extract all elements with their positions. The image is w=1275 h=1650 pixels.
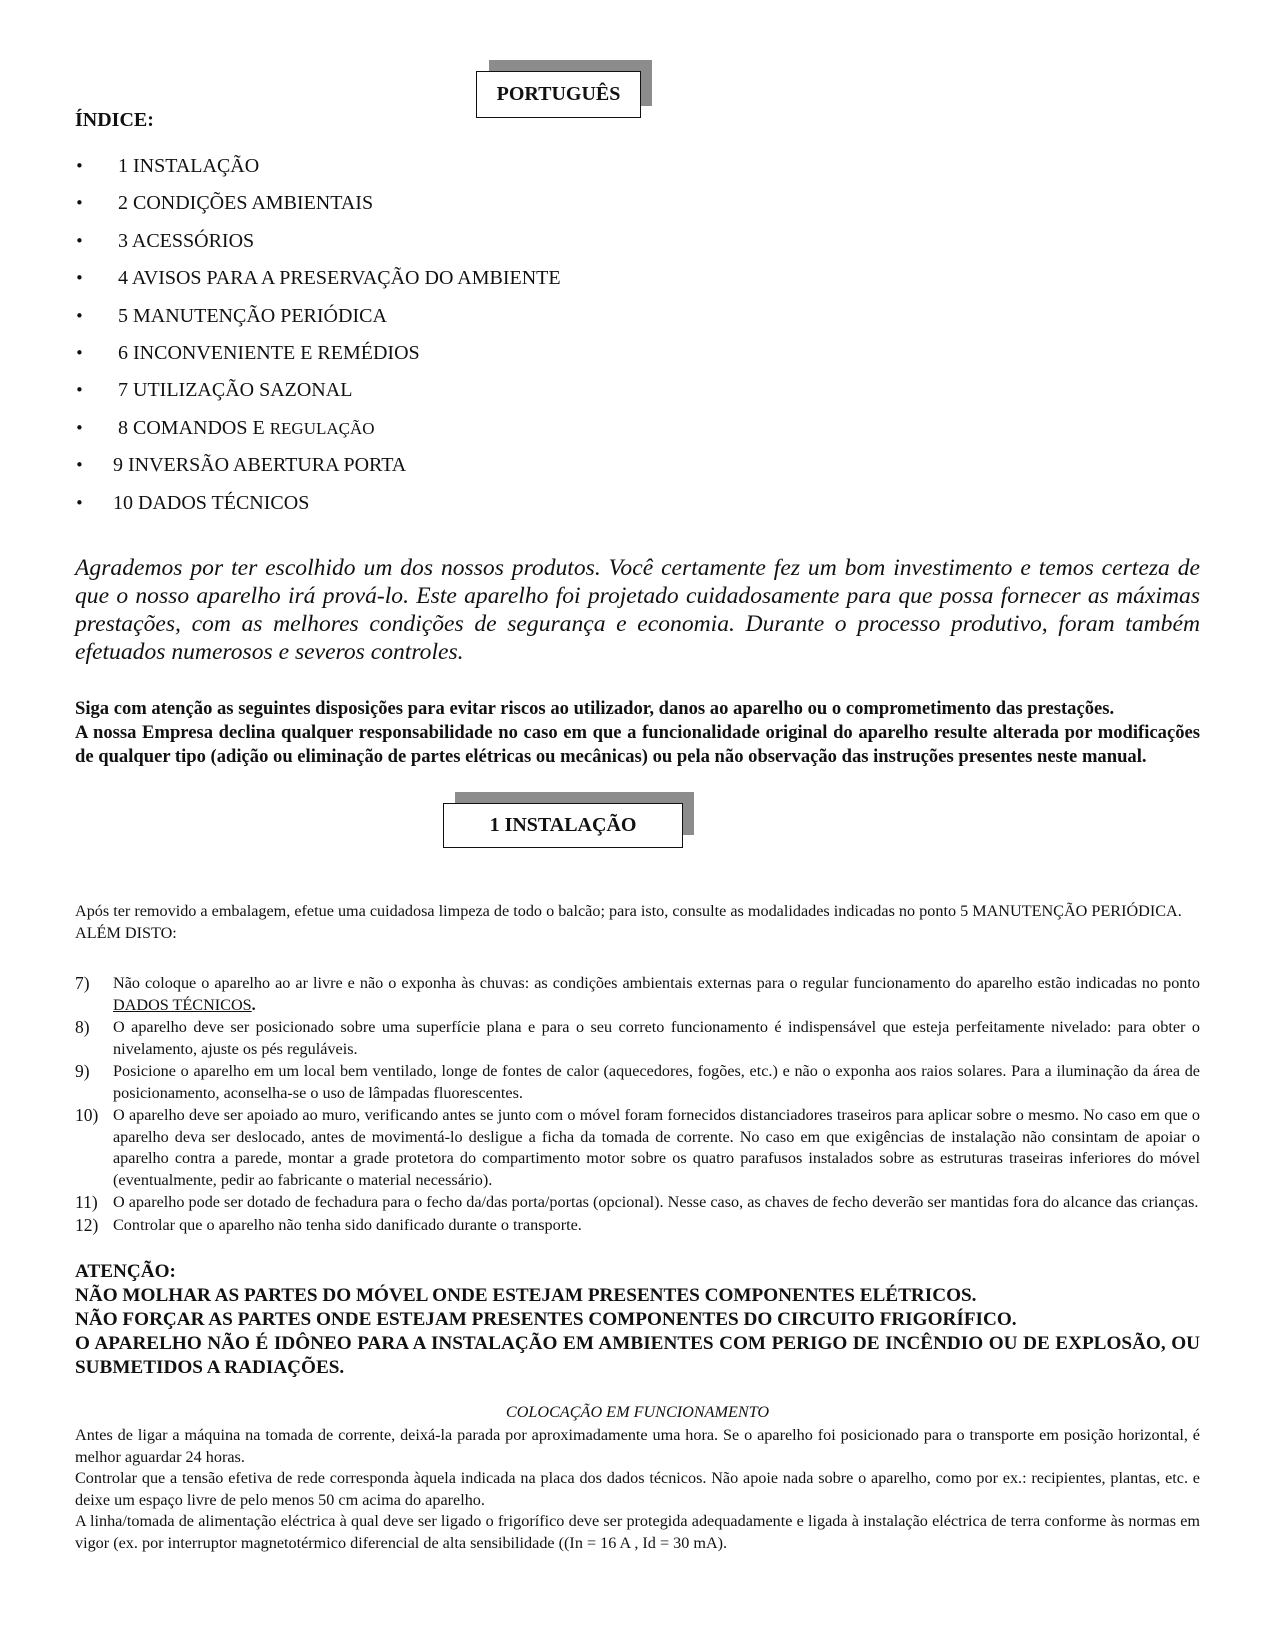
notice-paragraph: Siga com atenção as seguintes disposições para evitar riscos ao utilizador, danos ao aparelho ou o comprometimento das prestações.	[75, 698, 1115, 719]
also-label: ALÉM DISTO:	[75, 923, 177, 942]
startup-paragraph: Controlar que a tensão efetiva de rede corresponda àquela indicada na placa dos dados técnicos. Não apoie nada sobre o aparelho, como por ex.: recipientes, plantas, etc. e deixe um espaço livre de pelo menos 50 cm acima do aparelho.	[75, 1469, 1200, 1509]
warning-title: ATENÇÃO:	[75, 1261, 176, 1282]
manual-page: PORTUGUÊS ÍNDICE: • 1 INSTALAÇÃO • 2 CONDIÇÕES AMBIENTAIS • 3 ACESSÓRIOS • 4 AVISOS PARA A PRESERVAÇÃO DO AMBIENTE • 5 MANUTENÇÃO PERIÓDICA • 6 INCONVENIENTE E REMÉDIOS • 7 UTILIZAÇÃO SAZONAL • 8 COMANDOS E REGULAÇÃO • 9 INVERSÃO ABERTURA PORTA • 10 DADOS TÉCNICOS Agrademos por ter escolhido um dos nossos produtos. Você certamente fez um bom investimento e temos certeza de que o nosso aparelho irá prová-lo. Este aparelho foi projetado cuidadosamente para que possa fornecer as máximas prestações, com as melhores condições de segurança e economia. Durante o processo produtivo, foram também efetuados numerosos e severos controles. Siga com atenção as seguintes disposições para evitar riscos ao utilizador, danos ao aparelho ou o comprometimento das prestações. A nossa Empresa declina qualquer responsabilidade no caso em que a funcionalidade original do aparelho resulte alterada por modificações de qualquer tipo (adição ou eliminação de partes elétricas ou mecânicas) ou pela não observação das instruções presentes neste manual. 1 INSTALAÇÃO Após ter removido a embalagem, efetue uma cuidadosa limpeza de todo o balcão; para isto, consulte as modalidades indicadas no ponto 5 MANUTENÇÃO PERIÓDICA. ALÉM DISTO: 7) Não coloque o aparelho ao ar livre e não o exponha às chuvas: as condições ambientais externas para o regular funcionamento do aparelho estão indicadas no ponto DADOS TÉCNICOS. 8) O aparelho deve ser posicionado sobre uma superfície plana e para o seu correto funcionamento é indispensável que esteja perfeitamente nivelado: para obter o nivelamento, ajuste os pés reguláveis. 9) Posicione o aparelho em um local bem ventilado, longe de fontes de calor (aquecedores, fogões, etc.) e não o exponha aos raios solares. Para a iluminação da área de posicionamento, aconselha-se o uso de lâmpadas fluorescentes. 10) O aparelho deve ser apoiado ao muro, verificando antes se junto com o móvel foram fornecidos distanciadores traseiros para aplicar sobre o mesmo. No caso em que o aparelho deva ser deslocado, antes de movimentá-lo desligue a ficha da tomada de corrente. No caso em que exigências de instalação não consintam de apoiar o aparelho contra a parede, montar a grade protetora do compartimento motor sobre os quatro parafusos instalados sobre as estruturas traseiras inferiores do móvel (eventualmente, pedir ao fabricante o material necessário). 11) O aparelho pode ser dotado de fechadura para o fecho da/das porta/portas (opcional). Nesse caso, as chaves de fecho deverão ser mantidas fora do alcance das crianças. 12) Controlar que o aparelho não tenha sido danificado durante o transporte. ATENÇÃO: NÃO MOLHAR AS PARTES DO MÓVEL ONDE ESTEJAM PRESENTES COMPONENTES ELÉTRICOS. NÃO FORÇAR AS PARTES ONDE ESTEJAM PRESENTES COMPONENTES DO CIRCUITO FRIGORÍFICO. O APARELHO NÃO É IDÔNEO PARA A INSTALAÇÃO EM AMBIENTES COM PERIGO DE INCÊNDIO OU DE EXPLOSÃO, OU SUBMETIDOS A RADIAÇÕES. COLOCAÇÃO EM FUNCIONAMENTO Antes de ligar a máquina na tomada de corrente, deixá-la parada por aproximadamente uma hora. Se o aparelho foi posicionado para o transporte em posição horizontal, é melhor aguardar 24 horas. Controlar que a tensão efetiva de rede corresponda àquela indicada na placa dos dados técnicos. Não apoie nada sobre o aparelho, como por ex.: recipientes, plantas, etc. e deixe um espaço livre de pelo menos 50 cm acima do aparelho. A linha/tomada de alimentação eléctrica à qual deve ser ligado o frigorífico deve ser protegida adequadamente e ligada à instalação eléctrica de terra conforme às normas em vigor (ex. por interruptor magnetotérmico diferencial de alta sensibilidade ((In = 16 A , Id = 30 mA).	[0, 0, 1275, 1650]
bullet-icon: •	[75, 381, 84, 400]
item-number: 10)	[75, 1105, 99, 1125]
warning-line: NÃO FORÇAR AS PARTES ONDE ESTEJAM PRESENTES COMPONENTES DO CIRCUITO FRIGORÍFICO.	[75, 1309, 1017, 1330]
startup-paragraph: Antes de ligar a máquina na tomada de corrente, deixá-la parada por aproximadamente uma hora. Se o aparelho foi posicionado para o transporte em posição horizontal, é melhor aguardar 24 horas.	[75, 1426, 1200, 1466]
list-item: 10) O aparelho deve ser apoiado ao muro, verificando antes se junto com o móvel foram fornecidos distanciadores traseiros para aplicar sobre o mesmo. No caso em que o aparelho deva ser deslocado, antes de movimentá-lo desligue a ficha da tomada de corrente. No caso em que exigências de instalação não consintam de apoiar o aparelho contra a parede, montar a grade protetora do compartimento motor sobre os quatro parafusos instalados sobre as estruturas traseiras inferiores do móvel (eventualmente, pedir ao fabricante o material necessário).	[75, 1105, 1200, 1189]
list-item: 11) O aparelho pode ser dotado de fechadura para o fecho da/das porta/portas (opcional). Nesse caso, as chaves de fecho deverão ser mantidas fora do alcance das crianças.	[75, 1192, 1199, 1212]
bullet-icon: •	[75, 418, 84, 437]
item-number: 11)	[75, 1192, 98, 1212]
installation-list	[75, 973, 1200, 1237]
startup-text	[75, 1425, 1200, 1554]
section-title: 1 INSTALAÇÃO	[443, 803, 683, 848]
bullet-icon: •	[75, 231, 84, 250]
installation-intro	[75, 901, 1200, 944]
bullet-icon: •	[75, 194, 84, 213]
index-heading: ÍNDICE:	[75, 109, 154, 131]
intro-paragraph: Agrademos por ter escolhido um dos nossos produtos. Você certamente fez um bom investimento e temos certeza de que o nosso aparelho irá prová-lo. Este aparelho foi projetado cuidadosamente para que possa fornecer as máximas prestações, com as melhores condições de segurança e economia. Durante o processo produtivo, foram também efetuados numerosos e severos controles.	[75, 555, 1200, 665]
item-number: 12)	[75, 1214, 99, 1235]
bullet-icon: •	[75, 493, 84, 512]
startup-heading: COLOCAÇÃO EM FUNCIONAMENTO	[505, 1403, 770, 1421]
bullet-icon: •	[75, 306, 84, 325]
warning-line: NÃO MOLHAR AS PARTES DO MÓVEL ONDE ESTEJAM PRESENTES COMPONENTES ELÉTRICOS.	[75, 1285, 977, 1306]
bullet-icon: •	[75, 456, 84, 475]
warning-line: O APARELHO NÃO É IDÔNEO PARA A INSTALAÇÃO EM AMBIENTES COM PERIGO DE INCÊNDIO OU DE EXPLOSÃO, OU SUBMETIDOS A RADIAÇÕES.	[75, 1333, 1200, 1378]
item-number: 7)	[75, 973, 90, 993]
bullet-icon: •	[75, 269, 84, 288]
language-title: PORTUGUÊS	[476, 71, 641, 118]
section-title-box	[443, 792, 694, 848]
notice-block	[75, 697, 1200, 769]
language-title-box	[476, 60, 652, 118]
list-item: 12) Controlar que o aparelho não tenha sido danificado durante o transporte.	[75, 1214, 582, 1235]
list-item: 8) O aparelho deve ser posicionado sobre uma superfície plana e para o seu correto funcionamento é indispensável que esteja perfeitamente nivelado: para obter o nivelamento, ajuste os pés reguláveis.	[75, 1017, 1200, 1058]
dados-tecnicos-link[interactable]: DADOS TÉCNICOS	[113, 995, 252, 1014]
startup-paragraph: A linha/tomada de alimentação eléctrica à qual deve ser ligado o frigorífico deve ser protegida adequadamente e ligada à instalação eléctrica de terra conforme às normas em vigor (ex. por interruptor magnetotérmico diferencial de alta sensibilidade ((In = 16 A , Id = 30 mA).	[75, 1512, 1200, 1552]
installation-paragraph: Após ter removido a embalagem, efetue uma cuidadosa limpeza de todo o balcão; para isto, consulte as modalidades indicadas no ponto 5 MANUTENÇÃO PERIÓDICA.	[75, 902, 1182, 920]
list-item: 9) Posicione o aparelho em um local bem ventilado, longe de fontes de calor (aquecedores, fogões, etc.) e não o exponha aos raios solares. Para a iluminação da área de posicionamento, aconselha-se o uso de lâmpadas fluorescentes.	[75, 1061, 1200, 1102]
warning-block	[75, 1260, 1200, 1380]
bullet-icon: •	[75, 343, 84, 362]
disclaimer-paragraph: A nossa Empresa declina qualquer responsabilidade no caso em que a funcionalidade original do aparelho resulte alterada por modificações de qualquer tipo (adição ou eliminação de partes elétricas ou mecânicas) ou pela não observação das instruções presentes neste manual.	[75, 722, 1200, 767]
item-number: 9)	[75, 1061, 90, 1081]
item-number: 8)	[75, 1017, 90, 1037]
list-item: 7) Não coloque o aparelho ao ar livre e não o exponha às chuvas: as condições ambientais externas para o regular funcionamento do aparelho estão indicadas no ponto DADOS TÉCNICOS.	[75, 973, 1200, 1014]
bullet-icon: •	[75, 157, 84, 175]
